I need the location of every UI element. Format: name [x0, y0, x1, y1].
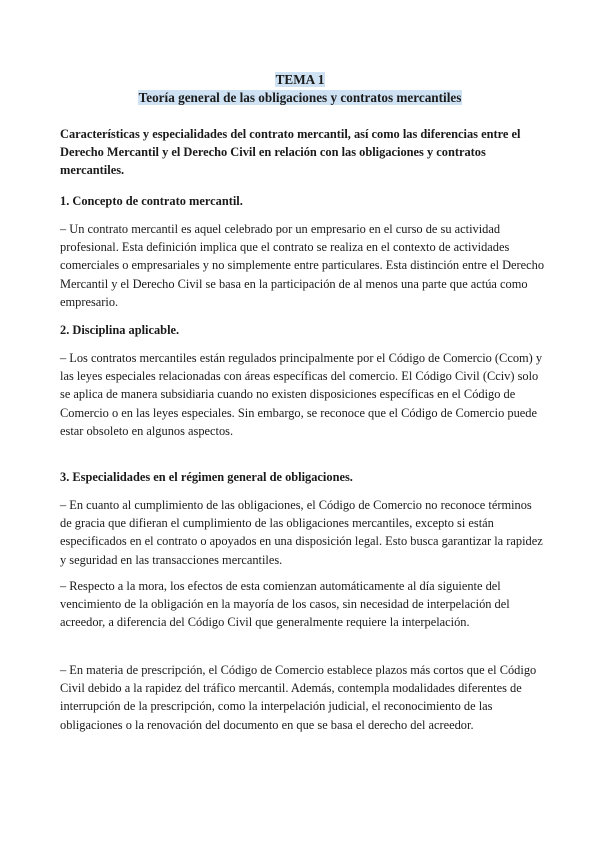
- section-3-paragraph-2: – Respecto a la mora, los efectos de esta comienzan automáticamente al día siguiente del vencimiento de la obligación en la mayoría de los casos, sin necesidad de interpelación del acreedor, a diferencia del Código Civil que generalmente requiere la interpelación.: [60, 579, 510, 630]
- document-subtitle: Teoría general de las obligaciones y contratos mercantiles: [138, 90, 462, 105]
- section-heading-1: 1. Concepto de contrato mercantil.: [60, 194, 243, 208]
- section-1-paragraph-1: – Un contrato mercantil es aquel celebrado por un empresario en el curso de su actividad profesional. Esta definición implica que el contrato se realiza en el contexto de actividades comerciales o empresariales y no simplemente entre particulares. Esta distinción entre el Derecho Mercantil y el Derecho Civil se basa en la participación de al menos una parte que actúa como empresario.: [60, 222, 545, 309]
- section-3-paragraph-3: – En materia de prescripción, el Código de Comercio establece plazos más cortos que el Código Civil debido a la rapidez del tráfico mercantil. Además, contempla modalidades diferentes de interrupción de la prescripción, como la interpelación judicial, el reconocimiento de las obligaciones o la renovación del documento en que se basa el derecho del acreedor.: [60, 663, 537, 732]
- section-heading-2: 2. Disciplina aplicable.: [60, 323, 180, 337]
- section-heading-3: 3. Especialidades en el régimen general de obligaciones.: [60, 470, 353, 484]
- intro-paragraph: Características y especialidades del contrato mercantil, así como las diferencias entre el Derecho Mercantil y el Derecho Civil en relación con las obligaciones y contratos mercantiles.: [60, 127, 521, 178]
- section-2-paragraph-1: – Los contratos mercantiles están regulados principalmente por el Código de Comercio (Ccom) y las leyes especiales relacionadas con áreas específicas del comercio. El Código Civil (Cciv) solo se aplica de manera subsidiaria cuando no existen disposiciones específicas en el Código de Comercio o en las leyes especiales. Sin embargo, se reconoce que el Código de Comercio puede estar obsoleto en algunos aspectos.: [60, 351, 543, 438]
- document-title: TEMA 1: [275, 72, 325, 87]
- section-3-paragraph-1: – En cuanto al cumplimiento de las obligaciones, el Código de Comercio no reconoce términos de gracia que difieran el cumplimiento de las obligaciones mercantiles, excepto si están especificados en el contrato o apoyados en una disposición legal. Esto busca garantizar la rapidez y seguridad en las transacciones mercantiles.: [60, 498, 543, 567]
